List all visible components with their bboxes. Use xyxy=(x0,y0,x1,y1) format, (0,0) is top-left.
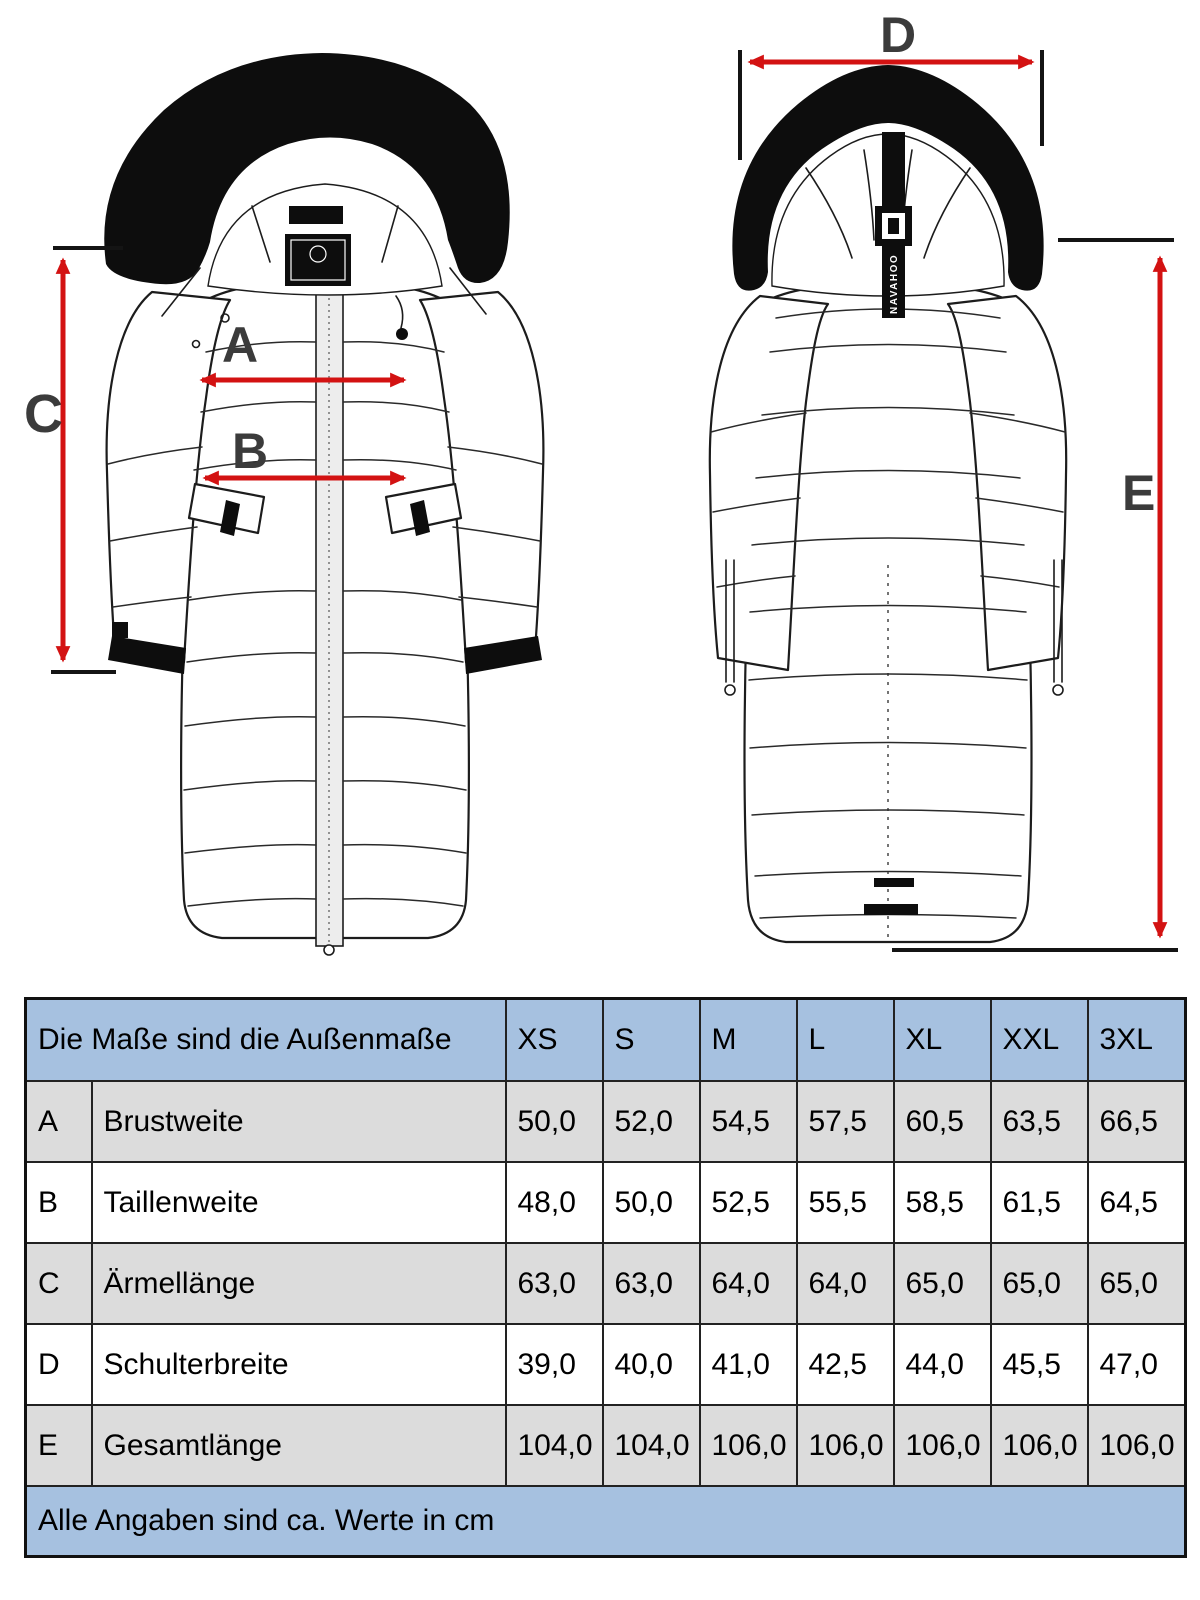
value-cell: 47,0 xyxy=(1088,1324,1186,1405)
value-cell: 106,0 xyxy=(894,1405,991,1486)
size-header-3xl: 3XL xyxy=(1088,999,1186,1082)
row-key: E xyxy=(26,1405,92,1486)
value-cell: 57,5 xyxy=(797,1081,894,1162)
value-cell: 106,0 xyxy=(1088,1405,1186,1486)
size-table xyxy=(24,997,1187,1558)
hem-label-1 xyxy=(874,878,914,887)
row-key: B xyxy=(26,1162,92,1243)
row-label: Brustweite xyxy=(92,1081,506,1162)
table-header-row xyxy=(26,999,1186,1082)
value-cell: 64,0 xyxy=(700,1243,797,1324)
label-d: D xyxy=(880,7,917,63)
value-cell: 64,5 xyxy=(1088,1162,1186,1243)
value-cell: 61,5 xyxy=(991,1162,1088,1243)
value-cell: 52,5 xyxy=(700,1162,797,1243)
back-coat-drawing xyxy=(710,65,1066,942)
value-cell: 55,5 xyxy=(797,1162,894,1243)
value-cell: 65,0 xyxy=(894,1243,991,1324)
value-cell: 106,0 xyxy=(700,1405,797,1486)
size-header-xxl: XXL xyxy=(991,999,1088,1082)
label-e: E xyxy=(1122,465,1156,521)
value-cell: 54,5 xyxy=(700,1081,797,1162)
table-row-schulterbreite xyxy=(26,1324,1186,1405)
row-key: C xyxy=(26,1243,92,1324)
value-cell: 104,0 xyxy=(603,1405,700,1486)
table-footer-row xyxy=(26,1486,1186,1557)
value-cell: 48,0 xyxy=(506,1162,603,1243)
value-cell: 50,0 xyxy=(603,1162,700,1243)
value-cell: 58,5 xyxy=(894,1162,991,1243)
size-header-m: M xyxy=(700,999,797,1082)
value-cell: 106,0 xyxy=(991,1405,1088,1486)
row-key: A xyxy=(26,1081,92,1162)
value-cell: 65,0 xyxy=(991,1243,1088,1324)
label-c: C xyxy=(24,384,63,444)
row-label: Gesamtlänge xyxy=(92,1405,506,1486)
row-key: D xyxy=(26,1324,92,1405)
value-cell: 41,0 xyxy=(700,1324,797,1405)
row-label: Ärmellänge xyxy=(92,1243,506,1324)
value-cell: 44,0 xyxy=(894,1324,991,1405)
size-header-xl: XL xyxy=(894,999,991,1082)
zip-pull xyxy=(324,945,334,955)
value-cell: 63,5 xyxy=(991,1081,1088,1162)
front-coat-drawing xyxy=(104,53,543,955)
row-label: Schulterbreite xyxy=(92,1324,506,1405)
hem-label-2 xyxy=(864,904,918,915)
value-cell: 106,0 xyxy=(797,1405,894,1486)
value-cell: 42,5 xyxy=(797,1324,894,1405)
value-cell: 104,0 xyxy=(506,1405,603,1486)
value-cell: 45,5 xyxy=(991,1324,1088,1405)
value-cell: 66,5 xyxy=(1088,1081,1186,1162)
size-header-s: S xyxy=(603,999,700,1082)
hood-label-small xyxy=(289,206,343,224)
table-row-aermellaenge xyxy=(26,1243,1186,1324)
strap-buckle-emblem xyxy=(888,218,899,234)
label-a: A xyxy=(222,317,259,373)
label-b: B xyxy=(232,423,269,479)
hood-label-patch xyxy=(285,234,351,286)
table-row-gesamtlaenge xyxy=(26,1405,1186,1486)
table-row-brustweite xyxy=(26,1081,1186,1162)
value-cell: 65,0 xyxy=(1088,1243,1186,1324)
size-header-l: L xyxy=(797,999,894,1082)
size-header-xs: XS xyxy=(506,999,603,1082)
value-cell: 63,0 xyxy=(506,1243,603,1324)
value-cell: 40,0 xyxy=(603,1324,700,1405)
value-cell: 50,0 xyxy=(506,1081,603,1162)
row-label: Taillenweite xyxy=(92,1162,506,1243)
value-cell: 60,5 xyxy=(894,1081,991,1162)
table-title: Die Maße sind die Außenmaße xyxy=(26,999,506,1082)
table-row-taillenweite xyxy=(26,1162,1186,1243)
value-cell: 39,0 xyxy=(506,1324,603,1405)
value-cell: 52,0 xyxy=(603,1081,700,1162)
cuff-tab xyxy=(112,622,128,638)
table-footnote: Alle Angaben sind ca. Werte in cm xyxy=(26,1486,1186,1557)
value-cell: 64,0 xyxy=(797,1243,894,1324)
drawcord-pompom xyxy=(396,328,408,340)
brand-label: NAVAHOO xyxy=(889,253,900,314)
value-cell: 63,0 xyxy=(603,1243,700,1324)
